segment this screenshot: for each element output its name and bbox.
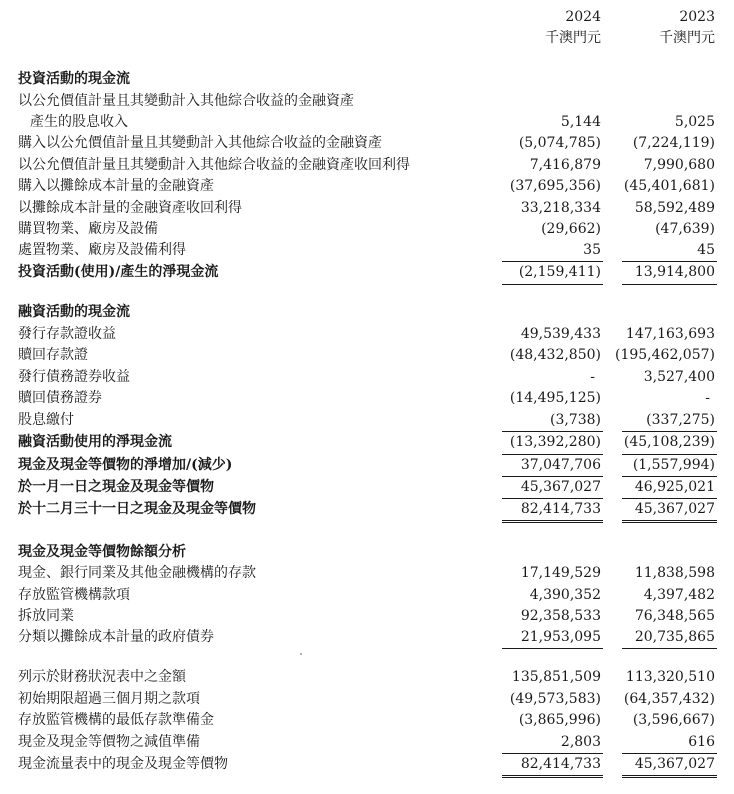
value-2024: 92,358,533 bbox=[520, 608, 601, 624]
table-row bbox=[0, 455, 734, 477]
row-label: 贖回債務證券 bbox=[18, 390, 102, 406]
value-2024: 33,218,334 bbox=[520, 200, 601, 216]
row-label: 現金及現金等價物的淨增加/(減少) bbox=[18, 457, 233, 473]
row-label: 於十二月三十一日之現金及現金等價物 bbox=[18, 501, 256, 517]
value-2023: 13,914,800 bbox=[634, 264, 715, 280]
value-2023: 3,527,400 bbox=[643, 369, 715, 385]
value-2023: 113,320,510 bbox=[625, 669, 715, 685]
value-2024: 21,953,095 bbox=[520, 629, 601, 645]
table-row bbox=[0, 585, 734, 607]
value-2023: 616 bbox=[688, 734, 715, 750]
grand-total-rule bbox=[622, 520, 717, 523]
table-row bbox=[0, 710, 734, 732]
unit-header-2023: 千澳門元 bbox=[659, 30, 715, 46]
value-2024: 35 bbox=[583, 242, 601, 258]
row-label: 發行存款證收益 bbox=[18, 326, 116, 342]
value-2023: 20,735,865 bbox=[634, 629, 715, 645]
row-label: 拆放同業 bbox=[18, 608, 74, 624]
section-title: 現金及現金等價物餘額分析 bbox=[18, 544, 186, 560]
row-label: 購入以攤餘成本計量的金融資產 bbox=[18, 178, 214, 194]
value-2023: 45,367,027 bbox=[634, 501, 715, 517]
value-2023: 7,990,680 bbox=[643, 157, 715, 173]
value-2024: 17,149,529 bbox=[520, 565, 601, 581]
row-label: 存放監管機構款項 bbox=[18, 587, 130, 603]
value-2024: (37,695,356) bbox=[509, 178, 601, 194]
section-title: 融資活動的現金流 bbox=[18, 304, 130, 320]
value-2024: 82,414,733 bbox=[520, 756, 601, 772]
value-2023: 46,925,021 bbox=[634, 479, 715, 495]
value-2024: (49,573,583) bbox=[509, 691, 601, 707]
value-2023: 4,397,482 bbox=[643, 587, 715, 603]
row-label: 股息繳付 bbox=[18, 412, 74, 428]
value-2024: (48,432,850) bbox=[509, 347, 601, 363]
table-row bbox=[0, 262, 734, 284]
value-2023: (45,401,681) bbox=[623, 178, 715, 194]
value-2024: 2,803 bbox=[560, 734, 601, 750]
table-row bbox=[0, 388, 734, 410]
grand-total-rule bbox=[502, 775, 603, 778]
table-row bbox=[0, 112, 734, 134]
row-label: 產生的股息收入 bbox=[30, 114, 128, 130]
section-heading-investing bbox=[0, 69, 734, 91]
subtotal-rule bbox=[502, 648, 603, 649]
row-label: 現金流量表中的現金及現金等價物 bbox=[18, 756, 228, 772]
value-2024: (13,392,280) bbox=[509, 434, 601, 450]
row-label: 融資活動使用的淨現金流 bbox=[18, 434, 172, 450]
section-heading-analysis bbox=[0, 542, 734, 564]
value-2024: (5,074,785) bbox=[518, 135, 601, 151]
table-row bbox=[0, 324, 734, 346]
value-2024: 4,390,352 bbox=[529, 587, 601, 603]
table-row bbox=[0, 667, 734, 689]
table-row bbox=[0, 432, 734, 454]
row-label: 存放監管機構的最低存款準備金 bbox=[18, 712, 214, 728]
value-2024: (3,738) bbox=[549, 412, 601, 428]
unit-header-2024: 千澳門元 bbox=[545, 30, 601, 46]
table-row bbox=[0, 240, 734, 262]
scan-speck bbox=[300, 653, 302, 655]
row-label: 以公允價值計量且其變動計入其他綜合收益的金融資產 bbox=[18, 93, 354, 109]
row-label: 購入以公允價值計量且其變動計入其他綜合收益的金融資產 bbox=[18, 135, 382, 151]
row-label: 現金及現金等價物之減值準備 bbox=[18, 734, 200, 750]
grand-total-rule bbox=[622, 775, 717, 778]
value-2024: (14,495,125) bbox=[509, 390, 601, 406]
row-label: 現金、銀行同業及其他金融機構的存款 bbox=[18, 565, 256, 581]
row-label: 發行債務證券收益 bbox=[18, 369, 130, 385]
value-2024: (29,662) bbox=[541, 221, 601, 237]
value-2023: (7,224,119) bbox=[632, 135, 715, 151]
row-label: 列示於財務狀況表中之金額 bbox=[18, 669, 186, 685]
table-row bbox=[0, 155, 734, 177]
row-label: 贖回存款證 bbox=[18, 347, 88, 363]
value-2023: (195,462,057) bbox=[615, 347, 715, 363]
value-2023: 5,025 bbox=[674, 114, 715, 130]
value-2024: 49,539,433 bbox=[520, 326, 601, 342]
value-2024: 5,144 bbox=[560, 114, 601, 130]
value-2023: 45,367,027 bbox=[634, 756, 715, 772]
table-row bbox=[0, 754, 734, 776]
row-label: 分類以攤餘成本計量的政府債券 bbox=[18, 629, 214, 645]
table-row bbox=[0, 732, 734, 754]
table-row bbox=[0, 627, 734, 649]
row-label: 於一月一日之現金及現金等價物 bbox=[18, 479, 214, 495]
table-row bbox=[0, 198, 734, 220]
total-rule bbox=[622, 284, 717, 285]
subtotal-rule bbox=[622, 648, 717, 649]
section-title: 投資活動的現金流 bbox=[18, 71, 130, 87]
row-label: 購買物業、廠房及設備 bbox=[18, 221, 158, 237]
row-label: 以公允價值計量且其變動計入其他綜合收益的金融資產收回利得 bbox=[18, 157, 410, 173]
value-2024: 37,047,706 bbox=[520, 457, 601, 473]
value-2024: 7,416,879 bbox=[529, 157, 601, 173]
value-2023: (47,639) bbox=[655, 221, 715, 237]
table-row bbox=[0, 91, 734, 113]
value-2023: 45 bbox=[697, 242, 715, 258]
row-label: 處置物業、廠房及設備利得 bbox=[18, 242, 186, 258]
value-2023: (337,275) bbox=[646, 412, 715, 428]
value-2023: (64,357,432) bbox=[623, 691, 715, 707]
value-2023: 58,592,489 bbox=[634, 200, 715, 216]
value-2023: 11,838,598 bbox=[634, 565, 715, 581]
table-row bbox=[0, 133, 734, 155]
year-header-2023: 2023 bbox=[679, 9, 715, 25]
value-2024: 135,851,509 bbox=[511, 669, 601, 685]
table-row bbox=[0, 499, 734, 521]
value-2024: (3,865,996) bbox=[518, 712, 601, 728]
table-row bbox=[0, 367, 734, 389]
value-2023: - bbox=[705, 390, 710, 406]
table-row bbox=[0, 410, 734, 432]
value-2023: (1,557,994) bbox=[632, 457, 715, 473]
value-2024: (2,159,411) bbox=[518, 264, 601, 280]
row-label: 初始期限超過三個月期之款項 bbox=[18, 691, 200, 707]
value-2024: - bbox=[590, 369, 595, 385]
total-rule bbox=[502, 284, 603, 285]
table-row bbox=[0, 477, 734, 499]
value-2023: (3,596,667) bbox=[632, 712, 715, 728]
table-row bbox=[0, 689, 734, 711]
value-2023: (45,108,239) bbox=[623, 434, 715, 450]
table-row bbox=[0, 606, 734, 628]
row-label: 投資活動(使用)/產生的淨現金流 bbox=[18, 264, 219, 280]
year-header-2024: 2024 bbox=[565, 9, 601, 25]
value-2024: 45,367,027 bbox=[520, 479, 601, 495]
value-2024: 82,414,733 bbox=[520, 501, 601, 517]
table-row bbox=[0, 219, 734, 241]
section-heading-financing bbox=[0, 302, 734, 324]
grand-total-rule bbox=[502, 520, 603, 523]
value-2023: 76,348,565 bbox=[634, 608, 715, 624]
table-row bbox=[0, 345, 734, 367]
value-2023: 147,163,693 bbox=[625, 326, 715, 342]
row-label: 以攤餘成本計量的金融資產收回利得 bbox=[18, 200, 242, 216]
table-row bbox=[0, 176, 734, 198]
table-row bbox=[0, 563, 734, 585]
